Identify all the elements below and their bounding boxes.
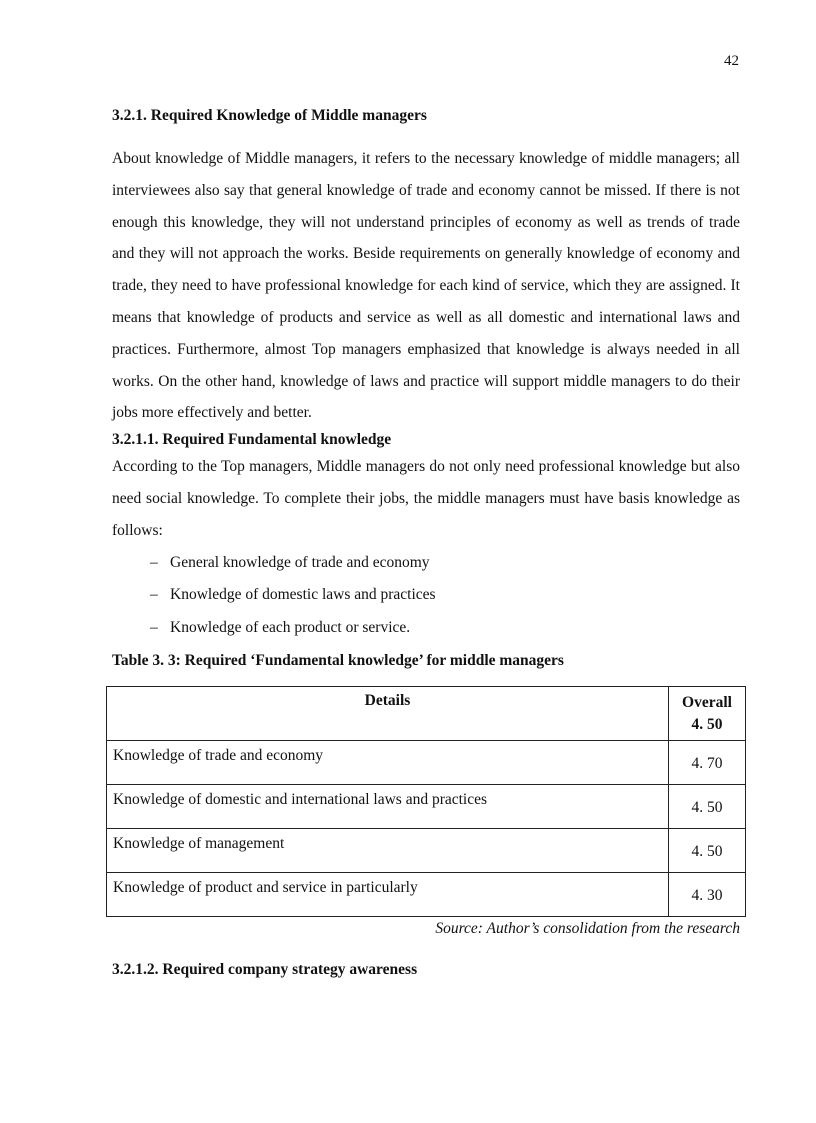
list-item-text: Knowledge of each product or service. xyxy=(170,618,411,636)
row-score: 4. 70 xyxy=(669,741,746,785)
document-body xyxy=(112,105,740,981)
header-overall-value: 4. 50 xyxy=(691,716,723,734)
knowledge-bullet-list xyxy=(112,547,740,645)
fundamental-knowledge-table xyxy=(106,686,746,917)
row-score: 4. 30 xyxy=(669,873,746,917)
subsection-title: 3.2.1.1. Required Fundamental knowledge xyxy=(112,431,392,449)
dash-bullet: – xyxy=(150,618,158,636)
table-caption: Table 3. 3: Required ‘Fundamental knowledge’ for middle managers xyxy=(112,652,564,670)
table-header-row xyxy=(107,687,746,741)
dash-bullet: – xyxy=(150,553,158,571)
row-score: 4. 50 xyxy=(669,785,746,829)
row-detail: Knowledge of domestic and international laws and practices xyxy=(107,785,669,829)
table-row xyxy=(107,741,746,785)
row-detail: Knowledge of product and service in particularly xyxy=(107,873,669,917)
list-item xyxy=(150,579,740,612)
list-item xyxy=(150,612,740,645)
row-detail: Knowledge of trade and economy xyxy=(107,741,669,785)
header-overall-label: Overall xyxy=(682,694,732,712)
section-paragraph: About knowledge of Middle managers, it refers to the necessary knowledge of middle managers; all interviewees also say that general knowledge of trade and economy cannot be missed. If there is not enough this knowledge, they will not understand principles of economy as well as trends of trade and they will not approach the works. Beside requirements on generally knowledge of economy and trade, they need to have professional knowledge for each kind of service, which they are assigned. It means that knowledge of products and service as well as all domestic and international laws and practices. Furthermore, almost Top managers emphasized that knowledge is always needed in all works. On the other hand, knowledge of laws and practice will support middle managers to do their jobs more effectively and better. xyxy=(112,150,740,422)
list-item xyxy=(150,547,740,580)
page-number: 42 xyxy=(724,53,739,69)
section-title: 3.2.1. Required Knowledge of Middle managers xyxy=(112,107,427,124)
table-row xyxy=(107,785,746,829)
header-details: Details xyxy=(107,687,669,741)
dash-bullet: – xyxy=(150,586,158,604)
next-subsection-title: 3.2.1.2. Required company strategy awareness xyxy=(112,961,418,979)
row-detail: Knowledge of management xyxy=(107,829,669,873)
table-row xyxy=(107,873,746,917)
table-source: Source: Author’s consolidation from the research xyxy=(435,920,740,938)
header-overall xyxy=(669,687,746,741)
subsection-paragraph: According to the Top managers, Middle managers do not only need professional knowledge but also need social knowledge. To complete their jobs, the middle managers must have basis knowledge as follows: xyxy=(112,458,740,539)
list-item-text: Knowledge of domestic laws and practices xyxy=(170,586,436,604)
table-row xyxy=(107,829,746,873)
list-item-text: General knowledge of trade and economy xyxy=(170,553,430,571)
row-score: 4. 50 xyxy=(669,829,746,873)
